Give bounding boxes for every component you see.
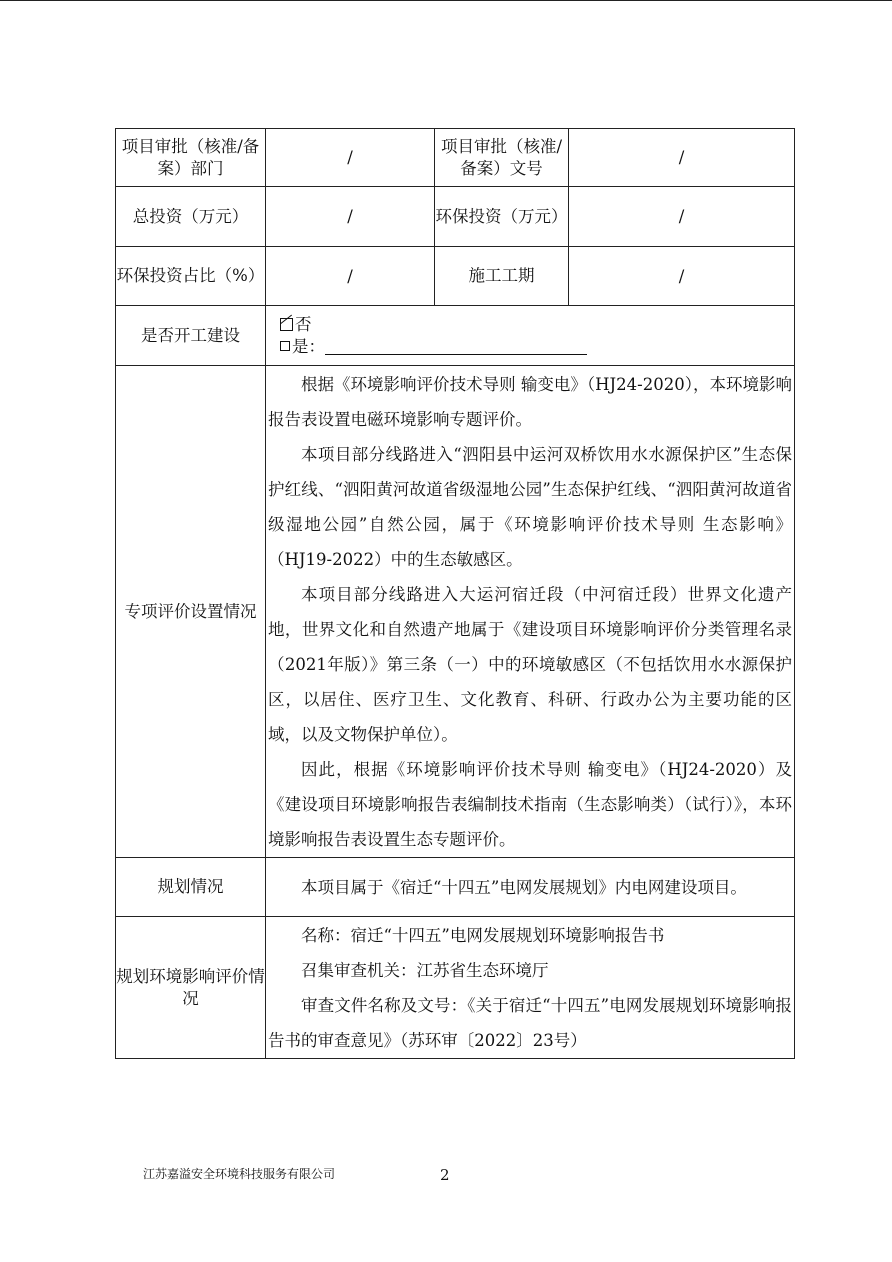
construction-period-value: / [569, 247, 795, 306]
checked-checkbox-icon [280, 318, 293, 331]
planning-eia-authority: 召集审查机关：江苏省生态环境厅 [301, 960, 549, 980]
option-yes-label: 是： [292, 336, 325, 356]
row-approval [116, 129, 795, 187]
env-ratio-label: 环保投资占比（%） [116, 247, 266, 306]
footer-company-name: 江苏嘉溢安全环境科技服务有限公司 [143, 1167, 336, 1181]
option-no [266, 314, 794, 336]
page-number: 2 [440, 1166, 450, 1184]
row-construction-started [116, 306, 795, 366]
special-evaluation-paragraph: 根据《环境影响评价技术导则 输变电》（HJ24-2020），本环境影响报告表设置电磁环境影响专题评价。 [268, 374, 792, 429]
row-investment [116, 187, 795, 247]
approval-dept-value: / [266, 129, 435, 187]
planning-label: 规划情况 [116, 858, 266, 917]
env-investment-value: / [569, 187, 795, 247]
project-info-table [115, 128, 795, 1059]
approval-number-value: / [569, 129, 795, 187]
special-evaluation-paragraph: 本项目部分线路进入“泗阳县中运河双桥饮用水水源保护区”生态保护红线、“泗阳黄河故道省级湿地公园”生态保护红线、“泗阳黄河故道省级湿地公园”自然公园，属于《环境影响评价技术导则 生态影响》（HJ19-2022）中的生态敏感区。 [268, 444, 792, 569]
empty-checkbox-icon [280, 341, 290, 351]
special-evaluation-paragraph: 本项目部分线路进入大运河宿迁段（中河宿迁段）世界文化遗产地，世界文化和自然遗产地属于《建设项目环境影响评价分类管理名录（2021年版）》第三条（一）中的环境敏感区（不包括饮用水水源保护区，以居住、医疗卫生、文化教育、科研、行政办公为主要功能的区域，以及文物保护单位）。 [268, 584, 792, 744]
option-no-label: 否 [295, 314, 312, 334]
row-planning-eia [116, 917, 795, 1059]
fill-in-blank-line [325, 338, 587, 355]
total-investment-label: 总投资（万元） [116, 187, 266, 247]
env-investment-label: 环保投资（万元） [435, 187, 569, 247]
total-investment-value: / [266, 187, 435, 247]
special-evaluation-paragraph: 因此，根据《环境影响评价技术导则 输变电》（HJ24-2020）及《建设项目环境影响报告表编制技术指南（生态影响类）（试行）》，本环境影响报告表设置生态专题评价。 [268, 759, 792, 849]
planning-eia-document: 审查文件名称及文号：《关于宿迁“十四五”电网发展规划环境影响报告书的审查意见》（苏环审〔2022〕23号） [268, 995, 792, 1050]
planning-eia-name: 名称：宿迁“十四五”电网发展规划环境影响报告书 [301, 925, 665, 945]
construction-period-label: 施工工期 [435, 247, 569, 306]
option-yes [266, 336, 794, 358]
row-ratio [116, 247, 795, 306]
planning-eia-label: 规划环境影响评价情况 [116, 917, 266, 1059]
special-evaluation-label: 专项评价设置情况 [116, 366, 266, 858]
approval-number-label: 项目审批（核准/备案）文号 [435, 129, 569, 187]
planning-content [266, 858, 795, 917]
env-ratio-value: / [266, 247, 435, 306]
special-evaluation-content [266, 366, 795, 858]
page-top-border [0, 0, 892, 1]
planning-text: 本项目属于《宿迁“十四五”电网发展规划》内电网建设项目。 [301, 877, 747, 897]
row-planning [116, 858, 795, 917]
construction-started-label: 是否开工建设 [116, 306, 266, 366]
construction-started-options [266, 306, 795, 366]
approval-dept-label: 项目审批（核准/备案）部门 [116, 129, 266, 187]
row-special-evaluation [116, 366, 795, 858]
planning-eia-content [266, 917, 795, 1059]
